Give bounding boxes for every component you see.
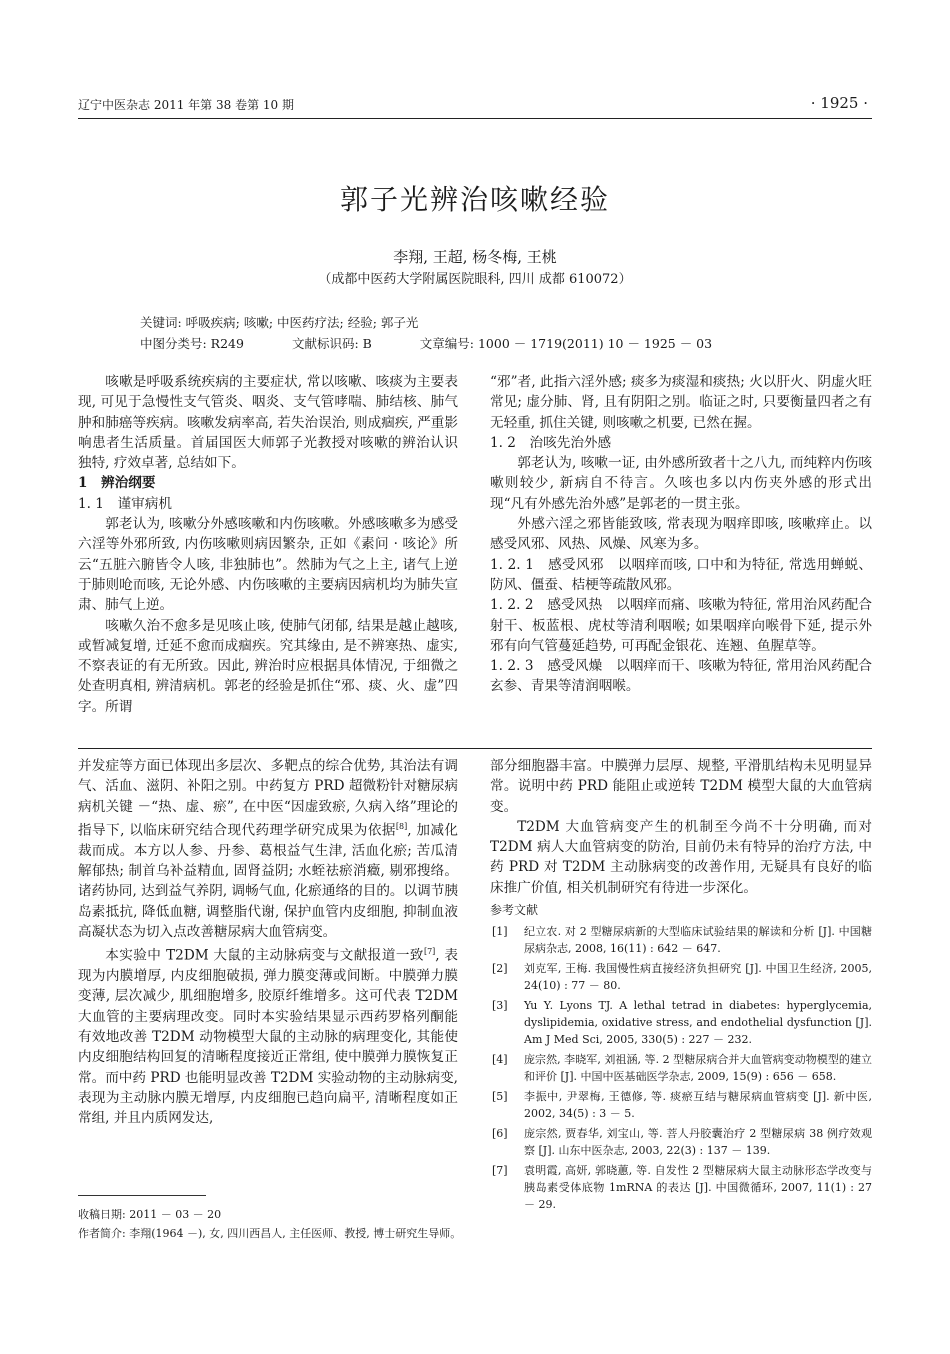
right-paragraph-p	[490, 595, 872, 656]
right-paragraph-p	[490, 372, 872, 433]
right-paragraph-text: 1. 2. 3 感受风燥 以咽痒而干、咳嗽为特征, 常用治风药配合玄参、青果等清润咽喉。	[490, 658, 872, 695]
reference-item	[490, 1088, 872, 1122]
left-paragraph-ind	[78, 616, 458, 717]
reference-number: [7]	[492, 1164, 508, 1178]
right-paragraph-text: 1. 2 治咳先治外感	[490, 434, 612, 451]
header-rule	[78, 118, 872, 119]
received-date: 收稿日期: 2011 － 03 － 20	[78, 1208, 222, 1221]
right-paragraph-text: 郭老认为, 咳嗽一证, 由外感所致者十之八九, 而纯粹内伤咳嗽则较少, 新病自不待言。久咳也多以内伤夹外感的形式出现“凡有外感先治外感”是郭老的一贯主张。	[490, 455, 872, 512]
left-column	[78, 372, 458, 717]
author-bio: 作者简介: 李翔(1964 －), 女, 四川西昌人, 主任医师、教授, 博士研究生导师。	[78, 1227, 462, 1240]
reference-number: [6]	[492, 1127, 508, 1141]
reference-text: 庞宗然, 贾春华, 刘宝山, 等. 菩人丹胶囊治疗 2 型糖尿病 38 例疗效观察 [J]. 山东中医杂志, 2003, 22(3) : 137 － 139.	[524, 1127, 872, 1158]
reference-item	[490, 997, 872, 1048]
left-paragraph-ind	[78, 372, 458, 473]
footnote-rule	[78, 1195, 206, 1196]
left-paragraph-text: 咳嗽久治不愈多是见咳止咳, 使肺气闭郁, 结果是越止越咳, 或暂减复增, 迁延不愈而成痼疾。究其缘由, 是不辨寒热、虚实, 不察表证的有无所致。因此, 辨治时应根据具体情况, 于细微之处查明真相, 辨清病机。郭老的经验是抓住“邪、痰、火、虚”四字。所谓	[78, 617, 458, 715]
article-number: 文章编号: 1000 － 1719(2011) 10 － 1925 － 03	[419, 336, 713, 351]
left-paragraph-text: 郭老认为, 咳嗽分外感咳嗽和内伤咳嗽。外感咳嗽多为感受六淫等外邪所致, 内伤咳嗽则病因繁杂, 正如《素问 · 咳论》所云“五脏六腑皆令人咳, 非独肺也”。然肺为气之上主, 诸气上逆于肺则呛而咳, 无论外感、内伤咳嗽的主要病因病机均为肺失宣肃、肺气上逆。	[78, 516, 458, 614]
journal-header: 辽宁中医杂志 2011 年第 38 卷第 10 期	[78, 98, 294, 112]
reference-number: [1]	[492, 925, 508, 939]
right-paragraph-text: 1. 2. 1 感受风邪 以咽痒而咳, 口中和为特征, 常选用蝉蜕、防风、僵蚕、桔梗等疏散风邪。	[490, 556, 872, 593]
references-heading: 参考文献	[490, 903, 539, 918]
right-paragraph-ind	[490, 514, 872, 555]
reference-number: [2]	[492, 962, 508, 976]
lower-left-paragraph-p	[78, 756, 458, 942]
reference-text: 庞宗然, 李晓军, 刘祖涵, 等. 2 型糖尿病合并大血管病变动物模型的建立和评价 [J]. 中国中医基础医学杂志, 2009, 15(9) : 656 － 658.	[524, 1053, 872, 1084]
lower-right-paragraph-ind	[490, 817, 872, 898]
lower-left-paragraph-text: , 加减化裁而成。本方以人参、丹参、葛根益气生津, 活血化瘀; 苦瓜清解郁热; 制首乌补益精血, 固肾益阴; 水蛭祛瘀消癥, 剔邪搜络。诸药协同, 达到益气养阴, 调畅气血, 化瘀通络的目的。以调节胰岛素抵抗, 降低血糖, 调整脂代谢, 保护血管内皮细胞, 抑制血液高凝状态为切入点改善糖尿病大血管病变。	[78, 822, 458, 940]
page-number: · 1925 ·	[810, 94, 868, 112]
lower-left-paragraph-text: 并发症等方面已体现出多层次、多靶点的综合优势, 其治法有调气、活血、滋阴、补阳之别。中药复方 PRD 超微粉针对糖尿病病机关键 －“热、虚、瘀”, 在中医“因虚致瘀, 久病入络”理论的指导下, 以临床研究结合现代药理学研究成果为依据	[78, 758, 458, 839]
reference-number: [4]	[492, 1053, 508, 1067]
doc-code: 文献标识码: B	[291, 336, 372, 351]
right-column	[490, 372, 872, 697]
article-title: 郭子光辨治咳嗽经验	[339, 183, 610, 216]
right-paragraph-sub	[490, 433, 872, 453]
left-paragraph-text: 咳嗽是呼吸系统疾病的主要症状, 常以咳嗽、咳痰为主要表现, 可见于急慢性支气管炎、咽炎、支气管哮喘、肺结核、肺气肿和肺癌等疾病。咳嗽发病率高, 若失治误治, 则成痼疾, 严重影响患者生活质量。首届国医大师郭子光教授对咳嗽的辨治认识独特, 疗效卓著, 总结如下。	[78, 374, 458, 472]
lower-left-paragraph-text: , 表现为内膜增厚, 内皮细胞破损, 弹力膜变薄或间断。中膜弹力膜变薄, 层次减少, 肌细胞增多, 胶原纤维增多。这可代表 T2DM 大血管的主要病理改变。同时本实验结果显示西药罗格列酮能有效地改善 T2DM 动物模型大鼠的主动脉的病理变化, 其能使内皮细胞结构回复的清晰程度接近正常组, 使中膜弹力膜恢复正常。而中药 PRD 也能明显改善 T2DM 实验动物的主动脉病变, 表现为主动脉内膜无增厚, 内皮细胞已趋向扁平, 清晰程度如正常组, 并且内质网发达,	[78, 947, 458, 1127]
reference-text: Yu Y. Lyons TJ. A lethal tetrad in diabetes: hyperglycemia, dyslipidemia, oxidative stress, and endothelial dysfunction [J]. Am J Med Sci, 2005, 330(5) : 227 － 232.	[524, 999, 872, 1047]
left-paragraph-text: 1. 1 谨审病机	[78, 495, 172, 512]
right-paragraph-text: 外感六淫之邪皆能致咳, 常表现为咽痒即咳, 咳嗽痒止。以感受风邪、风热、风燥、风寒为多。	[490, 516, 872, 553]
lower-left-column	[78, 756, 458, 1128]
reference-item	[490, 1125, 872, 1159]
reference-text: 刘克军, 王梅. 我国慢性病直接经济负担研究 [J]. 中国卫生经济, 2005, 24(10) : 77 － 80.	[524, 962, 872, 993]
reference-list	[490, 923, 872, 1213]
right-paragraph-ind	[490, 453, 872, 514]
right-paragraph-p	[490, 656, 872, 697]
lower-left-paragraph-text: 本实验中 T2DM 大鼠的主动脉病变与文献报道一致	[105, 947, 424, 964]
citation-marker: [8]	[395, 821, 408, 831]
right-paragraph-text: 1. 2. 2 感受风热 以咽痒而痛、咳嗽为特征, 常用治风药配合射干、板蓝根、虎杖等清利咽喉; 如果咽痒向喉骨下延, 提示外邪有向气管蔓延趋势, 可再配金银花、连翘、鱼腥草等。	[490, 597, 872, 654]
reference-text: 纪立农. 对 2 型糖尿病新的大型临床试验结果的解读和分析 [J]. 中国糖尿病杂志, 2008, 16(11) : 642 － 647.	[524, 925, 872, 956]
reference-item	[490, 923, 872, 957]
left-paragraph-sec	[78, 473, 458, 493]
classification-line	[140, 334, 820, 352]
left-paragraph-sub	[78, 494, 458, 514]
lower-right-paragraph-text: T2DM 大血管病变产生的机制至今尚不十分明确, 而对 T2DM 病人大血管病变的防治, 目前仍未有特异的治疗方法, 中药 PRD 对 T2DM 主动脉病变的改善作用, 无疑具有良好的临床推广价值, 相关机制研究有待进一步深化。	[490, 818, 872, 896]
reference-number: [5]	[492, 1090, 508, 1104]
left-paragraph-text: 1 辨治纲要	[78, 475, 156, 492]
reference-item	[490, 1051, 872, 1085]
reference-text: 袁明霞, 高妍, 郭晓蕙, 等. 自发性 2 型糖尿病大鼠主动脉形态学改变与胰岛素受体底物 1mRNA 的表达 [J]. 中国微循环, 2007, 11(1) : 27 － 29.	[524, 1164, 872, 1212]
reference-item	[490, 1162, 872, 1213]
authors: 李翔, 王超, 杨冬梅, 王桃	[393, 248, 557, 266]
keywords: 关键词: 呼吸疾病; 咳嗽; 中医药疗法; 经验; 郭子光	[140, 315, 419, 330]
classification: 中图分类号: R249	[140, 336, 244, 351]
reference-item	[490, 960, 872, 994]
lower-right-paragraph-p	[490, 756, 872, 817]
affiliation: （成都中医药大学附属医院眼科, 四川 成都 610072）	[318, 272, 632, 287]
right-paragraph-text: “邪”者, 此指六淫外感; 痰多为痰湿和痰热; 火以肝火、阴虚火旺常见; 虚分肺、肾, 且有阴阳之别。临证之时, 只要衡量四者之有无轻重, 抓住关键, 则咳嗽之机要, 已然在握。	[490, 374, 872, 431]
citation-marker: [7]	[423, 947, 436, 957]
reference-text: 李振中, 尹翠梅, 王德修, 等. 痰瘀互结与糖尿病血管病变 [J]. 新中医, 2002, 34(5) : 3 － 5.	[524, 1090, 872, 1121]
left-paragraph-ind	[78, 514, 458, 615]
section-rule	[78, 748, 872, 749]
right-paragraph-p	[490, 555, 872, 596]
reference-number: [3]	[492, 999, 508, 1013]
lower-left-paragraph-ind	[78, 942, 458, 1128]
lower-right-paragraph-text: 部分细胞器丰富。中膜弹力层厚、规整, 平滑肌结构未见明显异常。说明中药 PRD 能阻止或逆转 T2DM 模型大鼠的大血管病变。	[490, 758, 872, 815]
lower-right-column	[490, 756, 872, 1213]
